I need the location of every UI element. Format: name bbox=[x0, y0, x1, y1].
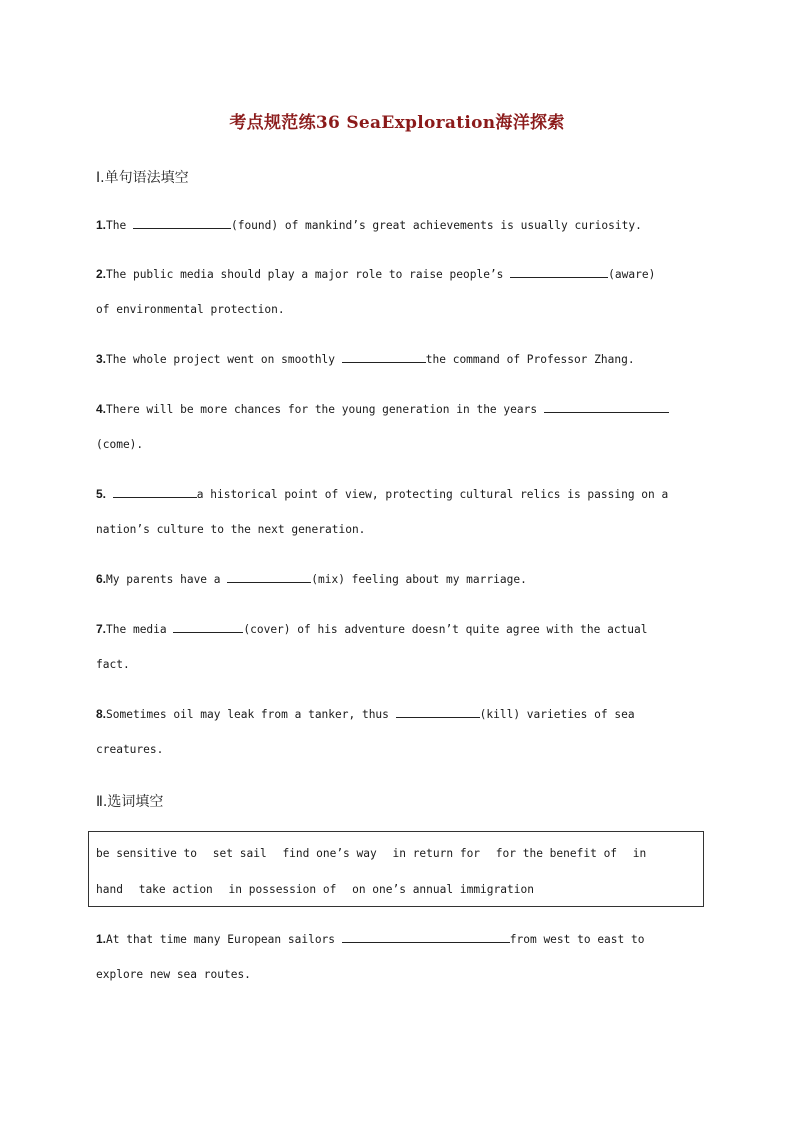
question-number: 8. bbox=[96, 707, 107, 721]
question-text: Sometimes oil may leak from a tanker, thus bbox=[106, 708, 396, 721]
question-5 bbox=[96, 476, 696, 548]
answer-blank[interactable] bbox=[113, 485, 197, 498]
question-number: 5. bbox=[96, 487, 107, 501]
question-text: from west to east to bbox=[509, 933, 645, 946]
question-8 bbox=[96, 696, 696, 768]
question-text: a historical point of view, protecting cultural relics is passing on a bbox=[196, 488, 669, 501]
question-1 bbox=[96, 207, 696, 243]
question-text: the command of Professor Zhang. bbox=[425, 353, 635, 366]
word-bank-phrase: find one’s way bbox=[282, 847, 377, 860]
word-bank-phrase: be sensitive to bbox=[96, 847, 198, 860]
question-text: creatures. bbox=[96, 743, 164, 756]
question-number: 4. bbox=[96, 402, 107, 416]
answer-blank[interactable] bbox=[227, 570, 311, 583]
question-2-1 bbox=[96, 921, 696, 993]
question-2 bbox=[96, 256, 696, 328]
page-title: 考点规范练36 SeaExploration海洋探索 bbox=[229, 113, 565, 133]
question-text: (found) of mankind’s great achievements is usually curiosity. bbox=[230, 219, 642, 232]
question-4 bbox=[96, 391, 696, 463]
answer-blank[interactable] bbox=[342, 350, 426, 363]
answer-blank[interactable] bbox=[173, 620, 243, 633]
question-text: (aware) bbox=[608, 268, 656, 281]
question-text: (mix) feeling about my marriage. bbox=[311, 573, 527, 586]
question-text: The bbox=[106, 219, 133, 232]
question-text: (kill) varieties of sea bbox=[479, 708, 635, 721]
answer-blank[interactable] bbox=[396, 705, 480, 718]
question-text: (cover) of his adventure doesn’t quite agree with the actual bbox=[243, 623, 648, 636]
section-heading-word-choice: Ⅱ.选词填空 bbox=[96, 794, 164, 810]
question-number: 1. bbox=[96, 218, 107, 232]
word-bank-phrase: on one’s annual immigration bbox=[352, 883, 534, 896]
question-text: My parents have a bbox=[106, 573, 228, 586]
word-bank bbox=[88, 831, 704, 907]
question-text: The public media should play a major role to raise people’s bbox=[106, 268, 511, 281]
word-bank-phrase: take action bbox=[138, 883, 213, 896]
question-6 bbox=[96, 561, 696, 597]
word-bank-phrase: for the benefit of bbox=[495, 847, 618, 860]
word-bank-phrase: hand bbox=[96, 883, 123, 896]
question-number: 6. bbox=[96, 572, 107, 586]
question-text: There will be more chances for the young generation in the years bbox=[106, 403, 544, 416]
question-number: 1. bbox=[96, 932, 107, 946]
question-7 bbox=[96, 611, 696, 683]
question-text: fact. bbox=[96, 658, 130, 671]
question-text: nation’s culture to the next generation. bbox=[96, 523, 366, 536]
question-number: 2. bbox=[96, 267, 107, 281]
question-text: At that time many European sailors bbox=[106, 933, 342, 946]
question-number: 3. bbox=[96, 352, 107, 366]
answer-blank[interactable] bbox=[133, 216, 231, 229]
answer-blank[interactable] bbox=[510, 265, 608, 278]
question-text bbox=[106, 488, 113, 501]
question-text: of environmental protection. bbox=[96, 303, 285, 316]
question-text: explore new sea routes. bbox=[96, 968, 251, 981]
question-number: 7. bbox=[96, 622, 107, 636]
answer-blank[interactable] bbox=[544, 400, 669, 413]
word-bank-phrase: in return for bbox=[392, 847, 481, 860]
word-bank-phrase: set sail bbox=[212, 847, 267, 860]
question-3 bbox=[96, 341, 696, 377]
question-text: The media bbox=[106, 623, 174, 636]
question-text: (come). bbox=[96, 438, 144, 451]
word-bank-phrase: in possession of bbox=[228, 883, 337, 896]
word-bank-phrase: in bbox=[632, 847, 647, 860]
answer-blank[interactable] bbox=[342, 930, 510, 943]
section-heading-grammar: Ⅰ.单句语法填空 bbox=[96, 170, 189, 186]
question-text: The whole project went on smoothly bbox=[106, 353, 342, 366]
